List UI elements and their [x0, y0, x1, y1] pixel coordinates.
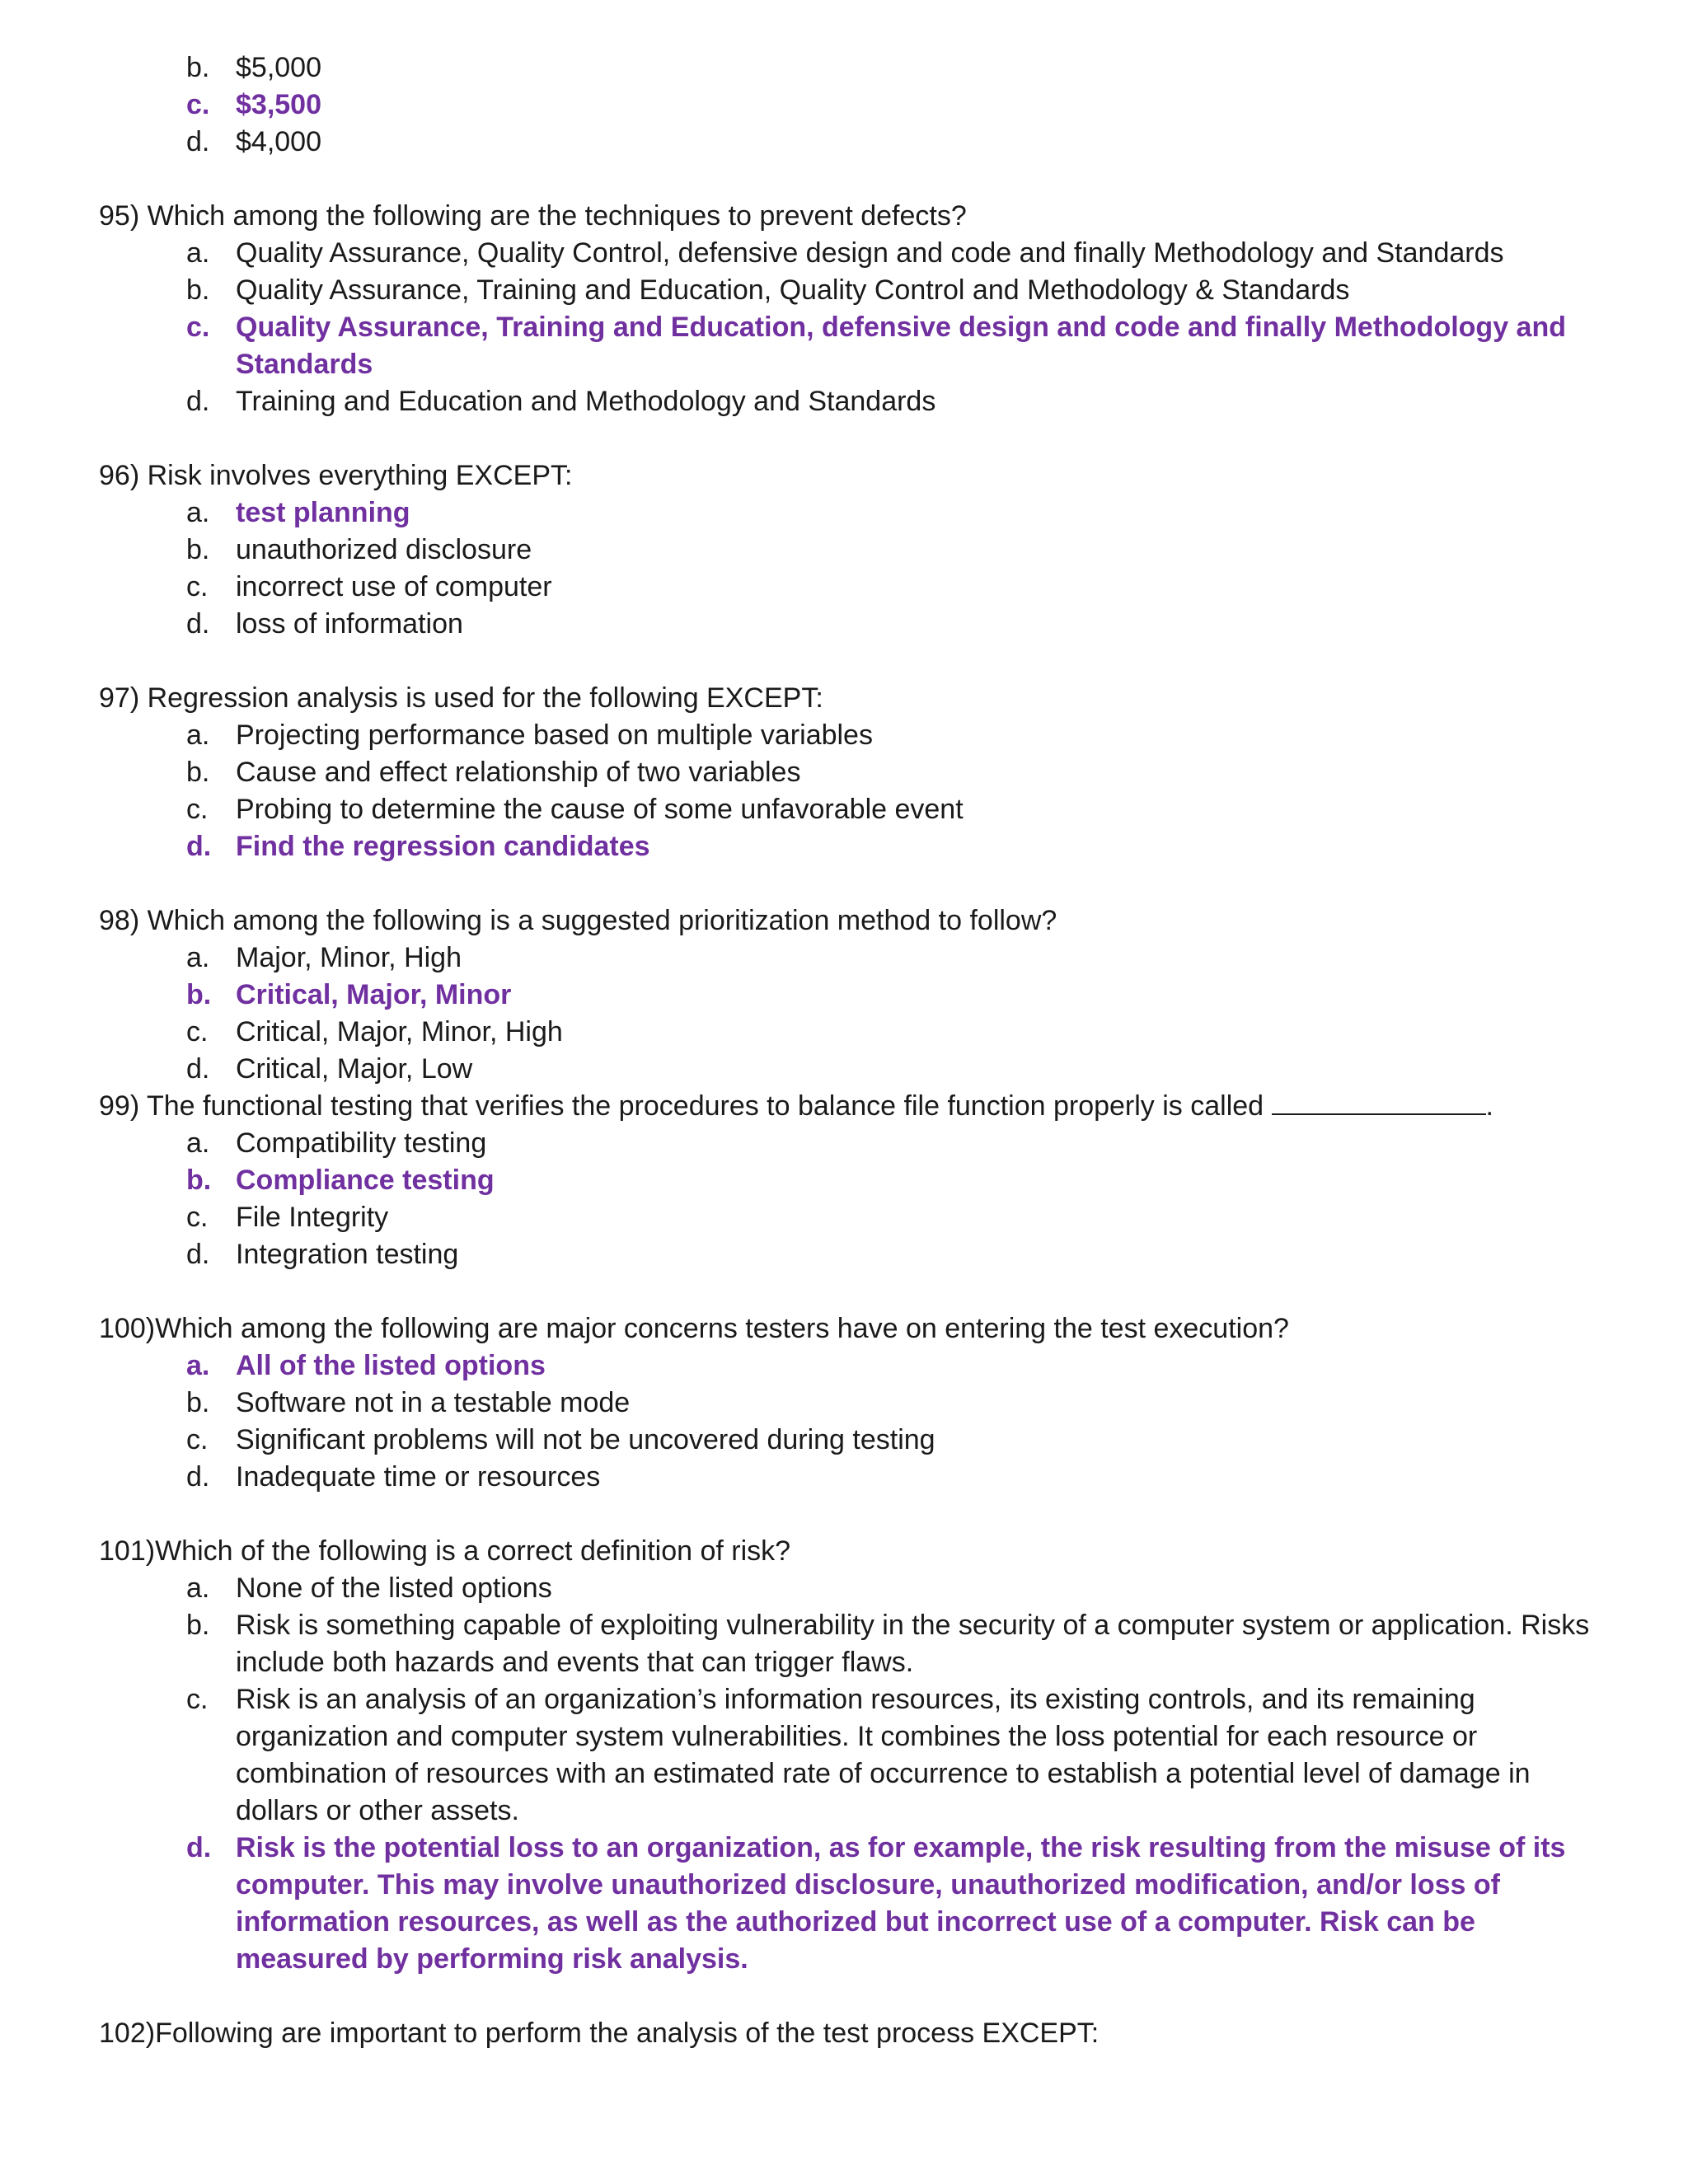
option-letter: d. [186, 386, 210, 417]
answer-option [186, 1199, 1614, 1236]
option-text: Projecting performance based on multiple variables [236, 719, 873, 751]
question-number: 95) [99, 200, 140, 232]
option-text: Software not in a testable mode [236, 1387, 631, 1418]
option-letter: a. [186, 497, 210, 528]
option-letter: b. [186, 1165, 212, 1196]
answer-option [186, 1570, 1614, 1607]
question-96 [99, 457, 1614, 494]
option-letter: c. [186, 89, 210, 120]
question-text: Risk involves everything EXCEPT: [147, 460, 573, 491]
answer-option [186, 1051, 1614, 1088]
option-text: Critical, Major, Low [236, 1053, 473, 1085]
option-text: Risk is the potential loss to an organization, as for example, the risk resulting from the misuse of its computer. This may involve unauthorized disclosure, unauthorized modification, and/or loss of information resources, as well as the authorized but incorrect use of a computer. Risk can be measured by performing risk analysis. [236, 1832, 1573, 1975]
answer-option [186, 717, 1614, 754]
answer-option-correct [186, 494, 1614, 532]
option-text: Probing to determine the cause of some unfavorable event [236, 794, 964, 825]
option-letter: d. [186, 126, 210, 157]
option-text: $5,000 [236, 52, 321, 83]
option-letter: d. [186, 1461, 210, 1493]
option-letter: a. [186, 1127, 210, 1159]
question-end: . [1485, 1090, 1493, 1122]
answer-option-correct [186, 1347, 1614, 1385]
question-text: The functional testing that verifies the procedures to balance file function properly is called [146, 1090, 1264, 1122]
answer-option [186, 1459, 1614, 1496]
option-letter: c. [186, 1684, 209, 1715]
answer-option [186, 49, 1614, 87]
answer-option [186, 383, 1614, 420]
option-text: test planning [236, 497, 410, 528]
answer-option-correct [186, 309, 1614, 383]
option-letter: a. [186, 1350, 210, 1381]
option-letter: c. [186, 1016, 209, 1047]
option-letter: c. [186, 1202, 209, 1233]
question-number: 102) [99, 2018, 156, 2049]
option-text: Critical, Major, Minor, High [236, 1016, 563, 1047]
option-text: $4,000 [236, 126, 321, 157]
option-letter: a. [186, 719, 210, 751]
answer-option [186, 940, 1614, 977]
option-text: Compatibility testing [236, 1127, 487, 1159]
question-text: Following are important to perform the analysis of the test process EXCEPT: [155, 2018, 1100, 2049]
option-text: Compliance testing [236, 1165, 495, 1196]
question-101 [99, 1533, 1614, 1570]
option-letter: d. [186, 1239, 210, 1270]
question-99 [99, 1088, 1614, 1125]
answer-option-correct [186, 977, 1614, 1014]
option-letter: b. [186, 534, 210, 565]
option-letter: b. [186, 52, 210, 83]
option-letter: d. [186, 831, 212, 862]
option-letter: c. [186, 794, 209, 825]
fill-in-blank [1272, 1089, 1486, 1115]
option-text: None of the listed options [236, 1572, 552, 1604]
answer-option-correct [186, 1162, 1614, 1199]
option-text: incorrect use of computer [236, 571, 552, 602]
option-letter: d. [186, 608, 210, 640]
question-102 [99, 2015, 1614, 2052]
question-95 [99, 198, 1614, 235]
question-number: 100) [99, 1313, 156, 1344]
question-number: 96) [99, 460, 140, 491]
option-letter: a. [186, 237, 210, 269]
option-letter: d. [186, 1053, 210, 1085]
option-text: unauthorized disclosure [236, 534, 532, 565]
option-text: Inadequate time or resources [236, 1461, 601, 1493]
option-letter: c. [186, 571, 209, 602]
option-text: $3,500 [236, 89, 321, 120]
question-number: 98) [99, 905, 140, 936]
option-letter: b. [186, 1610, 210, 1641]
question-97 [99, 680, 1614, 717]
question-text: Which of the following is a correct definition of risk? [155, 1535, 791, 1567]
option-letter: b. [186, 274, 210, 306]
option-letter: a. [186, 942, 210, 973]
answer-option [186, 1422, 1614, 1459]
question-100 [99, 1310, 1614, 1347]
option-letter: d. [186, 1832, 212, 1863]
answer-option [186, 1385, 1614, 1422]
option-letter: c. [186, 312, 210, 343]
answer-option [186, 1236, 1614, 1273]
answer-option [186, 754, 1614, 791]
option-text: Cause and effect relationship of two variables [236, 757, 801, 788]
option-text: Integration testing [236, 1239, 459, 1270]
option-text: Major, Minor, High [236, 942, 462, 973]
option-text: Risk is something capable of exploiting vulnerability in the security of a computer system or application. Risks include both hazards and events that can trigger flaws. [236, 1610, 1597, 1678]
option-text: Quality Assurance, Training and Education, defensive design and code and finally Methodology and Standards [236, 312, 1574, 380]
option-text: Risk is an analysis of an organization’s information resources, its existing controls, and its remaining organization and computer system vulnerabilities. It combines the loss potential for each resource or combination of resources with an estimated rate of occurrence to establish a potential level of damage in dollars or other assets. [236, 1684, 1538, 1826]
answer-option-correct [186, 828, 1614, 865]
question-number: 97) [99, 682, 140, 714]
answer-option-correct [186, 1830, 1614, 1978]
answer-option-correct [186, 87, 1614, 124]
option-text: Quality Assurance, Training and Education, Quality Control and Methodology & Standards [236, 274, 1350, 306]
answer-option [186, 1125, 1614, 1162]
answer-option [186, 124, 1614, 161]
option-text: loss of information [236, 608, 463, 640]
answer-option [186, 1014, 1614, 1051]
answer-option [186, 272, 1614, 309]
option-text: File Integrity [236, 1202, 389, 1233]
question-text: Which among the following is a suggested prioritization method to follow? [147, 905, 1057, 936]
answer-option [186, 532, 1614, 569]
option-letter: b. [186, 1387, 210, 1418]
option-letter: b. [186, 757, 210, 788]
option-letter: b. [186, 979, 212, 1010]
answer-option [186, 235, 1614, 272]
option-text: All of the listed options [236, 1350, 546, 1381]
question-text: Which among the following are major concerns testers have on entering the test execution? [155, 1313, 1289, 1344]
answer-option [186, 1607, 1614, 1681]
question-number: 101) [99, 1535, 156, 1567]
question-98 [99, 902, 1614, 940]
answer-option [186, 569, 1614, 606]
option-text: Quality Assurance, Quality Control, defensive design and code and finally Methodology and Standards [236, 237, 1504, 269]
option-letter: a. [186, 1572, 210, 1604]
question-number: 99) [99, 1090, 140, 1122]
answer-option [186, 1681, 1614, 1830]
option-text: Critical, Major, Minor [236, 979, 512, 1010]
question-text: Which among the following are the techniques to prevent defects? [147, 200, 967, 232]
option-letter: c. [186, 1424, 209, 1455]
question-text: Regression analysis is used for the following EXCEPT: [147, 682, 823, 714]
option-text: Significant problems will not be uncovered during testing [236, 1424, 935, 1455]
answer-option [186, 606, 1614, 643]
option-text: Training and Education and Methodology and Standards [236, 386, 936, 417]
answer-option [186, 791, 1614, 828]
option-text: Find the regression candidates [236, 831, 650, 862]
